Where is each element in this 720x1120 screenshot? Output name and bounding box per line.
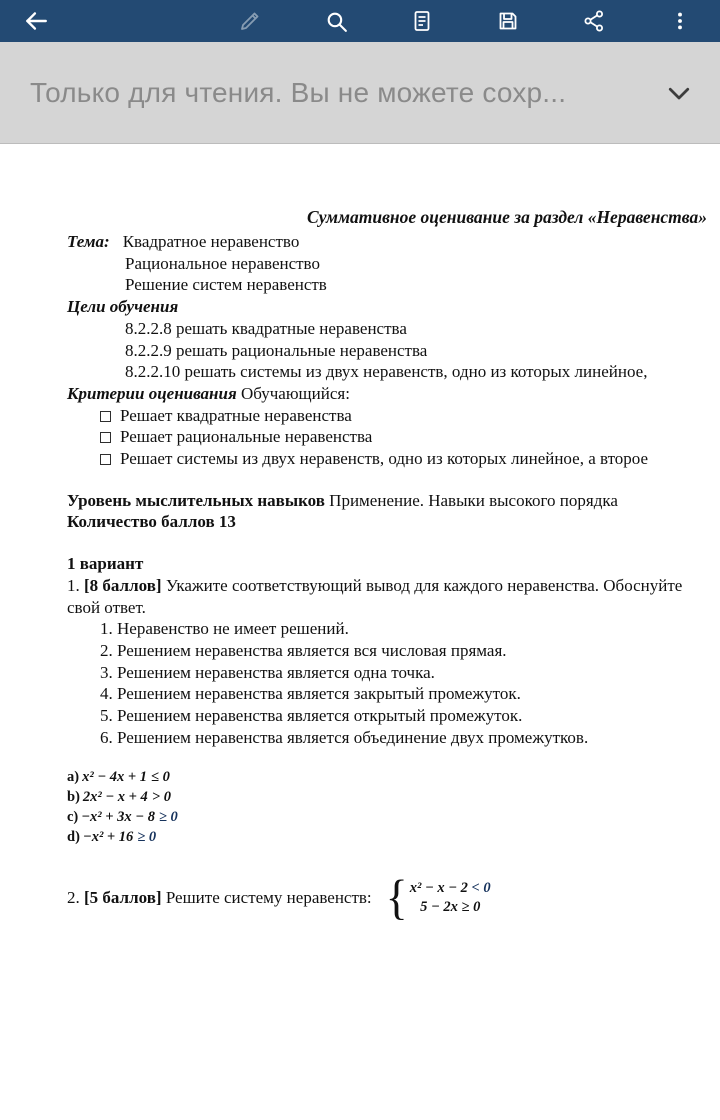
share-icon[interactable] — [572, 0, 616, 42]
criteria-item — [67, 405, 712, 427]
equation-b: b) 2x² − x + 4 > 0 — [67, 789, 171, 806]
task1-option: 5. Решением неравенства является открытый промежуток. — [100, 706, 523, 726]
tema-item: Решение систем неравенств — [125, 275, 327, 295]
criteria-item-label: Решает рациональные неравенства — [120, 427, 373, 447]
back-arrow-icon — [23, 8, 49, 34]
criteria-item-label: Решает системы из двух неравенств, одно из которых линейное, а второе — [120, 449, 649, 469]
goal-item: 8.2.2.9 решать рациональные неравенства — [125, 340, 428, 360]
tema-item: Рациональное неравенство — [125, 253, 320, 273]
criteria-line — [67, 383, 712, 405]
overflow-menu-icon[interactable] — [658, 0, 702, 42]
task2-text: Решите систему неравенств: — [165, 888, 372, 908]
checkbox-icon — [100, 454, 111, 465]
task1-points: [8 баллов] — [84, 575, 162, 595]
task1-num: 1. — [67, 575, 80, 595]
task2-num: 2. — [67, 888, 80, 908]
criteria-item — [67, 426, 712, 448]
doc-title: Суммативное оценивание за раздел «Неравенства» — [307, 207, 707, 227]
level-label: Уровень мыслительных навыков — [67, 490, 325, 510]
mobile-view-icon[interactable] — [400, 0, 444, 42]
task1-option: 3. Решением неравенства является одна точка. — [100, 662, 435, 682]
system-line-2: 5 − 2x ≥ 0 — [420, 899, 481, 916]
system-brace: { — [385, 871, 408, 925]
task2-line — [67, 871, 712, 925]
criteria-item-label: Решает квадратные неравенства — [120, 405, 352, 425]
task1-option: 4. Решением неравенства является закрытый промежуток. — [100, 684, 521, 704]
back-button[interactable] — [14, 0, 58, 42]
task2-points: [5 баллов] — [84, 888, 162, 908]
goal-item: 8.2.2.8 решать квадратные неравенства — [125, 318, 407, 338]
variant-label: 1 вариант — [67, 554, 144, 574]
task1-equations — [67, 767, 712, 847]
checkbox-icon — [100, 432, 111, 443]
equation-d: d) −x² + 16 ≥ 0 — [67, 829, 157, 846]
tema-item: Квадратное неравенство — [122, 232, 300, 251]
goals-label: Цели обучения — [67, 297, 179, 317]
readonly-banner[interactable] — [0, 42, 720, 144]
readonly-banner-text: Только для чтения. Вы не можете сохр... — [30, 76, 567, 108]
task1-text — [67, 575, 712, 618]
topbar-actions — [228, 0, 710, 42]
tema-line — [67, 231, 712, 253]
equation-a: a) x² − 4x + 1 ≤ 0 — [67, 769, 170, 786]
app-topbar — [0, 0, 720, 42]
checkbox-icon — [100, 411, 111, 422]
task1-option: 6. Решением неравенства является объединение двух промежутков. — [100, 727, 589, 747]
equation-c: c) −x² + 3x − 8 ≥ 0 — [67, 809, 178, 826]
search-icon[interactable] — [314, 0, 358, 42]
save-icon[interactable] — [486, 0, 530, 42]
goal-item: 8.2.2.10 решать системы из двух неравенств, одно из которых линейное, — [125, 362, 648, 382]
inequality-system — [385, 871, 491, 925]
tema-label: Тема: — [67, 232, 110, 251]
edit-pencil-icon — [228, 0, 272, 42]
level-line — [67, 490, 712, 512]
points-line: Количество баллов 13 — [67, 512, 236, 532]
level-text: Применение. Навыки высокого порядка — [329, 490, 618, 510]
criteria-suffix: Обучающийся: — [240, 383, 350, 403]
task1-option: 1. Неравенство не имеет решений. — [100, 619, 349, 639]
chevron-down-icon[interactable] — [664, 78, 694, 108]
task1-option: 2. Решением неравенства является вся числовая прямая. — [100, 640, 507, 660]
criteria-label: Критерии оценивания — [67, 383, 237, 403]
task1-body: Укажите соответствующий вывод для каждого неравенства. Обоснуйте свой ответ. — [67, 575, 683, 617]
document-page — [0, 144, 720, 925]
criteria-item — [67, 448, 712, 470]
system-line-1: x² − x − 2 < 0 — [409, 880, 491, 897]
